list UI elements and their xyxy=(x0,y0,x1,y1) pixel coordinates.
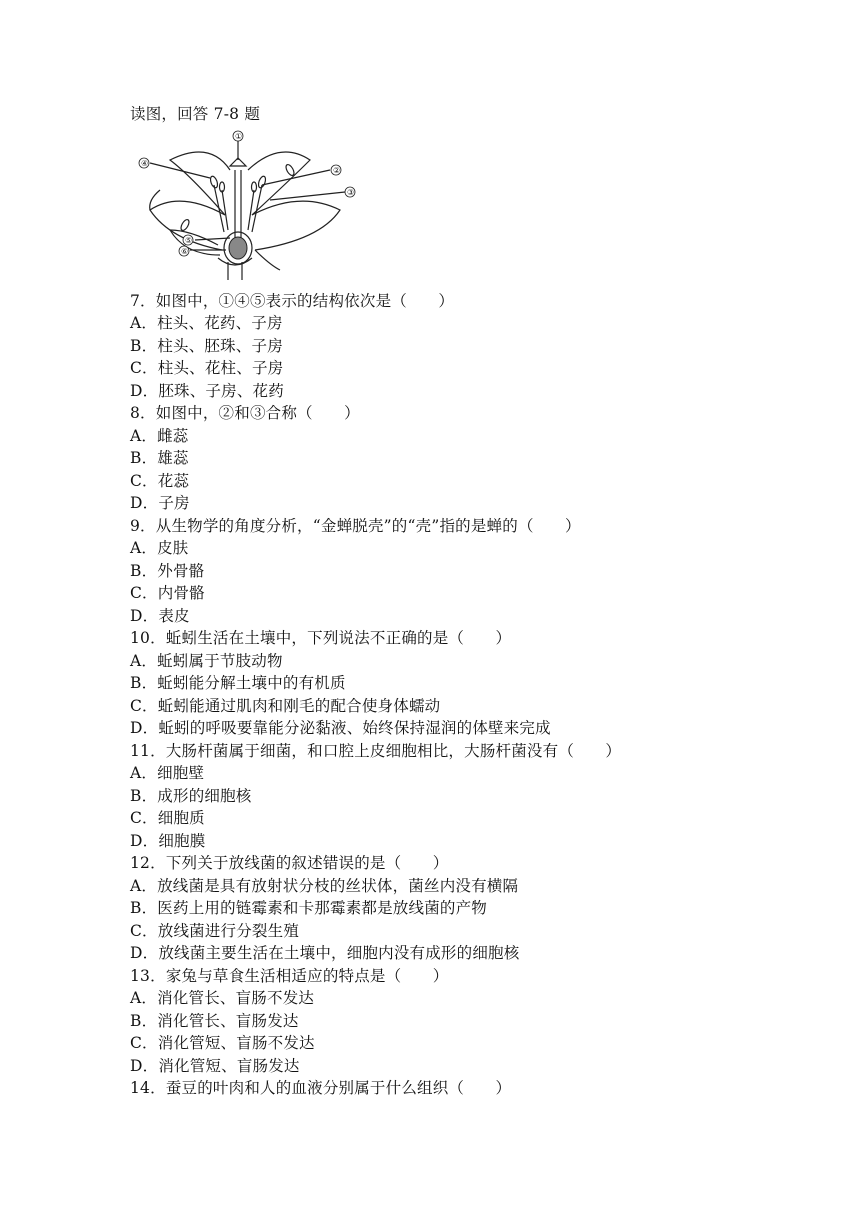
exam-page xyxy=(130,103,830,1100)
question-stem: 7．如图中，①④⑤表示的结构依次是（ ） xyxy=(130,291,455,310)
option: D．放线菌主要生活在土壤中，细胞内没有成形的细胞核 xyxy=(130,944,520,962)
option: B．蚯蚓能分解土壤中的有机质 xyxy=(130,674,346,692)
option: B．成形的细胞核 xyxy=(130,786,252,805)
label-2: ② xyxy=(333,165,341,175)
option: A．细胞壁 xyxy=(130,764,205,782)
question-stem: 11．大肠杆菌属于细菌，和口腔上皮细胞相比，大肠杆菌没有（ ） xyxy=(130,741,622,760)
option: D．细胞膜 xyxy=(130,831,206,850)
option: B．柱头、胚珠、子房 xyxy=(130,336,283,355)
option: C．蚯蚓能通过肌肉和刚毛的配合使身体蠕动 xyxy=(130,696,441,715)
question-stem: 14．蚕豆的叶肉和人的血液分别属于什么组织（ ） xyxy=(130,1079,512,1097)
option: C．消化管短、盲肠不发达 xyxy=(130,1034,315,1052)
question-stem: 10．蚯蚓生活在土壤中，下列说法不正确的是（ ） xyxy=(130,629,512,647)
option: A．皮肤 xyxy=(130,539,189,557)
option: A．放线菌是具有放射状分枝的丝状体，菌丝内没有横隔 xyxy=(130,876,519,895)
flower-structure-diagram xyxy=(130,130,370,290)
question-stem: 12．下列关于放线菌的叙述错误的是（ ） xyxy=(130,854,449,872)
label-6: ⑥ xyxy=(181,246,189,256)
option: D．蚯蚓的呼吸要靠能分泌黏液、始终保持湿润的体壁来完成 xyxy=(130,719,551,737)
question-list xyxy=(130,290,830,1100)
option: A．消化管长、盲肠不发达 xyxy=(130,989,315,1007)
option: A．蚯蚓属于节肢动物 xyxy=(130,651,283,670)
option: B．消化管长、盲肠发达 xyxy=(130,1011,299,1030)
label-1: ① xyxy=(235,131,243,141)
question-stem: 13．家兔与草食生活相适应的特点是（ ） xyxy=(130,966,449,985)
option: D．胚珠、子房、花药 xyxy=(130,381,284,400)
label-4: ④ xyxy=(141,158,149,168)
option: D．表皮 xyxy=(130,606,190,625)
question-stem: 9．从生物学的角度分析，“金蝉脱壳”的“壳”指的是蝉的（ ） xyxy=(130,516,581,535)
label-5: ⑤ xyxy=(185,235,193,245)
option: D．消化管短、盲肠发达 xyxy=(130,1056,300,1075)
option: C．花蕊 xyxy=(130,471,190,490)
option: D．子房 xyxy=(130,494,190,512)
option: A．雌蕊 xyxy=(130,426,189,445)
flower-diagram-svg xyxy=(130,130,370,290)
label-3: ③ xyxy=(347,187,355,197)
option: B．雄蕊 xyxy=(130,449,189,467)
question-stem: 8．如图中，②和③合称（ ） xyxy=(130,404,360,422)
intro-text: 读图，回答 7-8 题 xyxy=(130,105,261,123)
option: C．放线菌进行分裂生殖 xyxy=(130,921,300,940)
option: A．柱头、花药、子房 xyxy=(130,314,283,332)
option: C．内骨骼 xyxy=(130,584,205,602)
option: B．外骨骼 xyxy=(130,561,205,580)
option: C．细胞质 xyxy=(130,809,205,827)
option: B．医药上用的链霉素和卡那霉素都是放线菌的产物 xyxy=(130,899,487,917)
option: C．柱头、花柱、子房 xyxy=(130,359,284,377)
